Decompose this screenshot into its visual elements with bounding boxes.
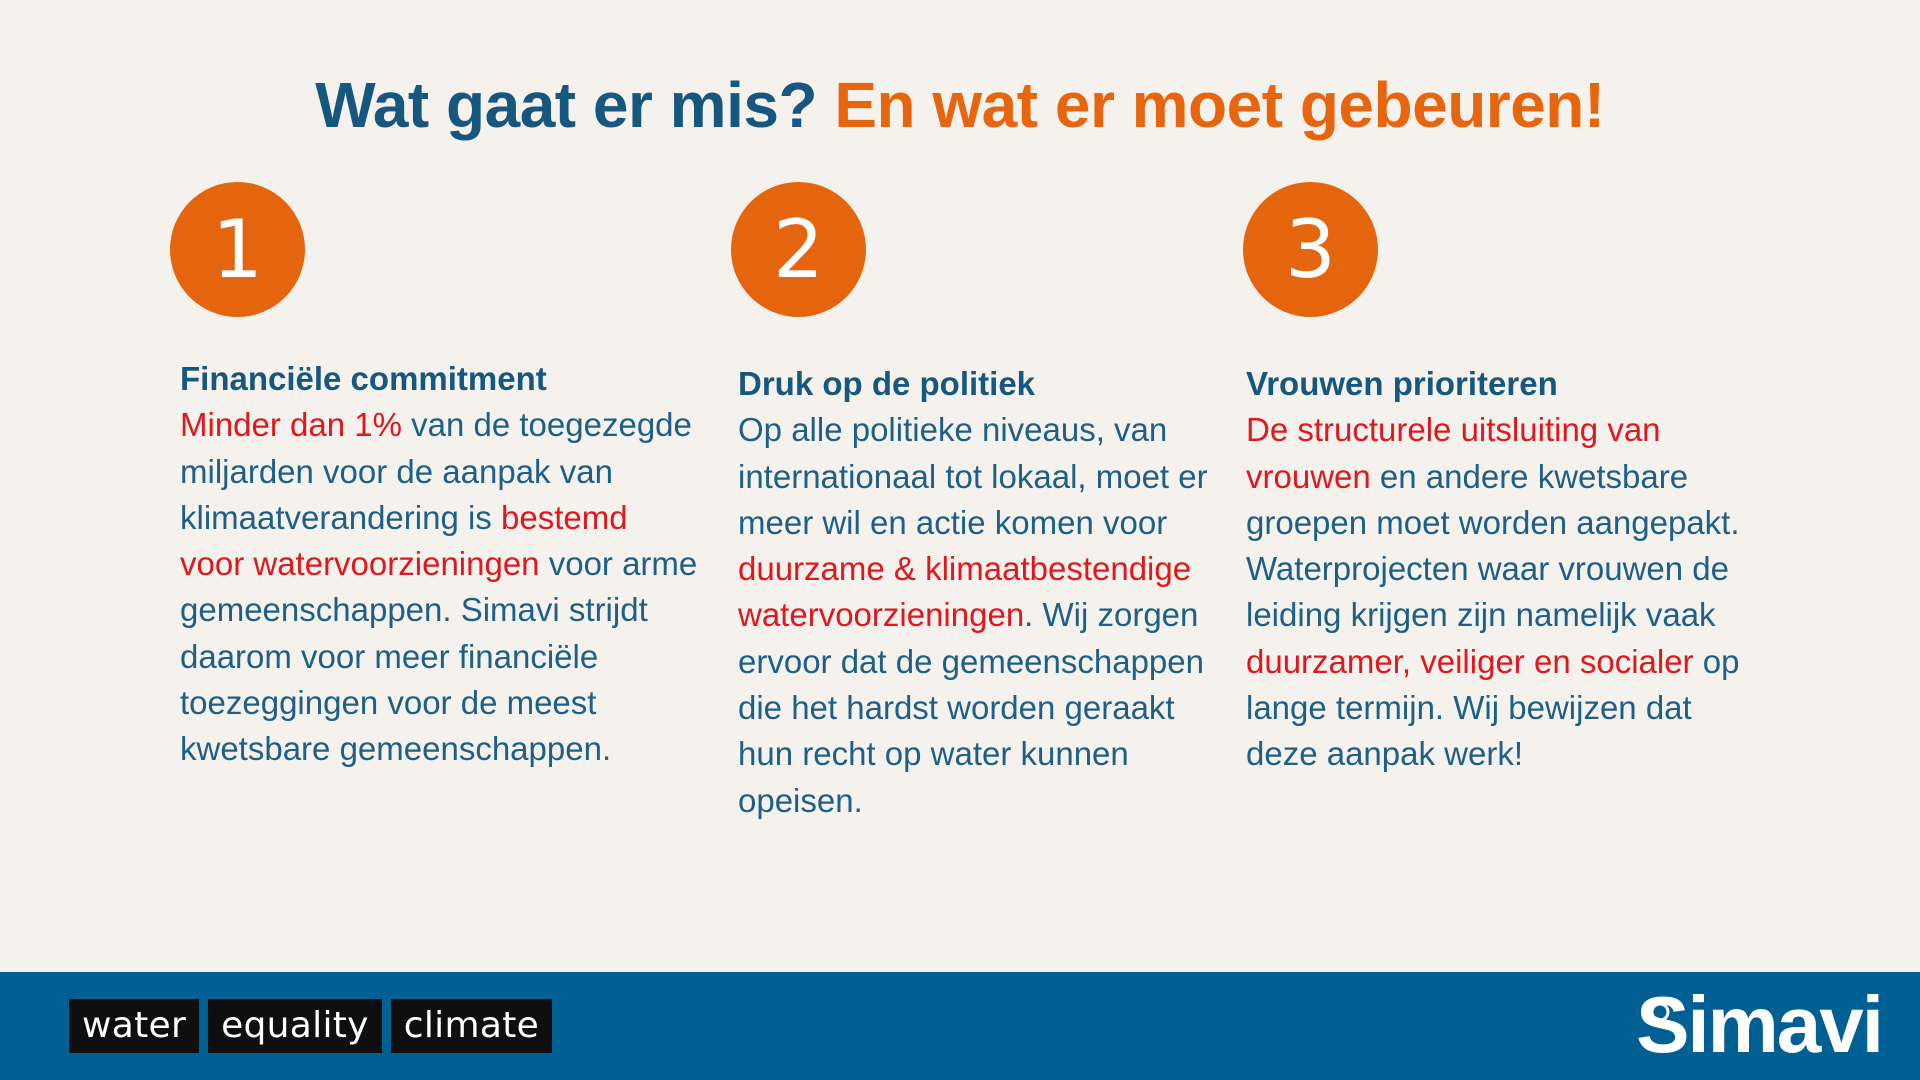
title-question: Wat gaat er mis?	[315, 69, 818, 141]
column-heading: Vrouwen prioriteren	[1246, 365, 1558, 402]
column-heading: Druk op de politiek	[738, 365, 1036, 402]
number-badge-2: 2	[731, 182, 866, 317]
number-badge-1: 1	[170, 182, 305, 317]
text-segment: duurzamer, veiliger en socialer	[1246, 642, 1694, 680]
column-heading: Financiële commitment	[180, 360, 547, 397]
tag-water: water	[69, 999, 199, 1053]
text-segment: bestemd voor watervoorzieningen	[180, 498, 628, 583]
simavi-logo: Simavi	[1636, 980, 1882, 1069]
text-segment: Op alle politieke niveaus, van internationaal tot lokaal, moet er meer wil en actie komen voor	[738, 411, 1208, 541]
text-segment: van de toegezegde miljarden voor de aanpak van klimaatverandering is	[180, 406, 692, 536]
footer-tags	[69, 999, 552, 1053]
column-financial-commitment	[180, 356, 700, 773]
page-title	[0, 68, 1920, 142]
text-segment: voor arme gemeenschappen. Simavi strijdt daarom voor meer financiële toezeggingen voor de meest kwetsbare gemeenschappen.	[180, 545, 698, 768]
text-segment: . Wij zorgen ervoor dat de gemeenschappen die het hardst worden geraakt hun recht op water kunnen opeisen.	[738, 596, 1204, 819]
title-exclamation: En wat er moet gebeuren!	[834, 69, 1605, 141]
column-prioritize-women	[1246, 361, 1746, 778]
text-segment: op lange termijn. Wij bewijzen dat deze aanpak werk!	[1246, 642, 1740, 773]
text-segment: De structurele uitsluiting van vrouwen	[1246, 411, 1661, 495]
text-segment: duurzame & klimaatbestendige watervoorzieningen	[738, 550, 1192, 634]
text-segment: Minder dan 1%	[180, 406, 402, 444]
column-political-pressure	[738, 361, 1208, 824]
tag-equality: equality	[208, 999, 382, 1053]
number-badge-3: 3	[1243, 182, 1378, 317]
tag-climate: climate	[391, 999, 552, 1053]
text-segment: en andere kwetsbare groepen moet worden aangepakt. Waterprojecten waar vrouwen de leiding krijgen zijn namelijk vaak	[1246, 457, 1740, 634]
